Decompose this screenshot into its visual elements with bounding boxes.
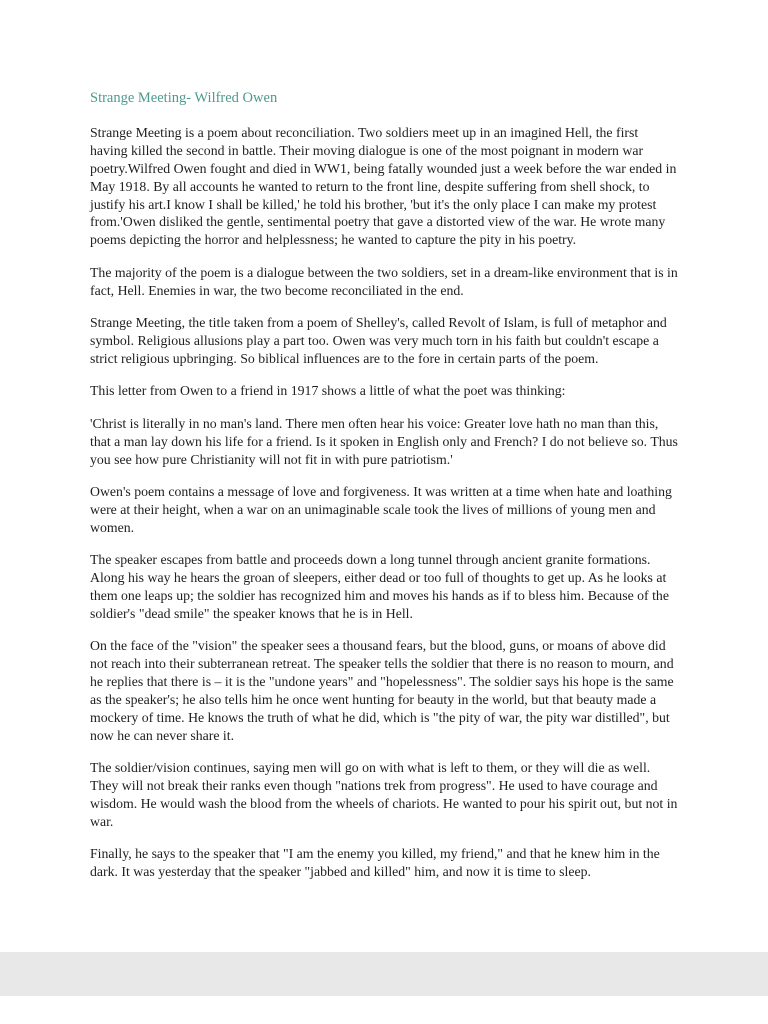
paragraph-finale: Finally, he says to the speaker that "I am the enemy you killed, my friend," and that he knew him in the dark. It was yesterday that the speaker "jabbed and killed" him, and now it is time to sleep. [90,846,660,880]
paragraph-message-of-love: Owen's poem contains a message of love and forgiveness. It was written at a time when hate and loathing were at their height, when a war on an unimaginable scale took the lives of millions of young men and women. [90,483,672,535]
paragraph-letter-quote: 'Christ is literally in no man's land. There men often hear his voice: Greater love hath no man than this, that a man lay down his life for a friend. Is it spoken in English only and French? I do not believe so. Thus you see how pure Christianity will not fit in with pure patriotism.' [90,415,678,467]
paragraph-dialogue-summary: The majority of the poem is a dialogue between the two soldiers, set in a dream-like environment that is in fact, Hell. Enemies in war, the two become reconciliated in the end. [90,264,678,298]
paragraph-vision-face: On the face of the "vision" the speaker sees a thousand fears, but the blood, guns, or moans of above did not reach into their subterranean retreat. The speaker tells the soldier that there is no reason to mourn, and he replies that there is – it is the "undone years" and "hopelessness". The soldier says his hope is the same as the speaker's; he also tells him he once went hunting for beauty in the world, but that beauty made a mockery of time. He knows the truth of what he did, which is "the pity of war, the pity war distilled", but now he can never share it. [90,638,674,743]
page-gap [0,952,768,996]
paragraph-letter-lead-in: This letter from Owen to a friend in 1917 shows a little of what the poet was thinking: [90,383,566,399]
paragraph-speaker-escapes: The speaker escapes from battle and proceeds down a long tunnel through ancient granite formations. Along his way he hears the groan of sleepers, either dead or too full of thoughts to get up. As he looks at them one leaps up; the soldier has recognized him and moves his hands as if to bless him. Because of the soldier's "dead smile" the speaker knows that he is in Hell. [90,552,669,621]
document-title: Strange Meeting- Wilfred Owen [90,90,278,106]
paragraph-intro: Strange Meeting is a poem about reconciliation. Two soldiers meet up in an imagined Hell, the first having killed the second in battle. Their moving dialogue is one of the most poignant in modern war poetry.Wilfred Owen fought and died in WW1, being fatally wounded just a week before the war ended in May 1918. By all accounts he wanted to return to the front line, despite suffering from shell shock, to justify his art.I know I shall be killed,' he told his brother, 'but it's the only place I can make my protest from.'Owen disliked the gentle, sentimental poetry that gave a distorted view of the war. He wrote many poems depicting the horror and helplessness; he wanted to capture the pity in his poetry. [90,124,677,248]
paragraph-title-origin: Strange Meeting, the title taken from a poem of Shelley's, called Revolt of Islam, is full of metaphor and symbol. Religious allusions play a part too. Owen was very much torn in his faith but couldn't escape a strict religious upbringing. So biblical influences are to the fore in certain parts of the poem. [90,315,667,366]
paragraph-soldier-continues: The soldier/vision continues, saying men will go on with what is left to them, or they will die as well. They will not break their ranks even though "nations trek from progress". He used to have courage and wisdom. He would wash the blood from the wheels of chariots. He wanted to pour his spirit out, but not in war. [90,760,678,829]
next-page-edge [0,996,768,1024]
